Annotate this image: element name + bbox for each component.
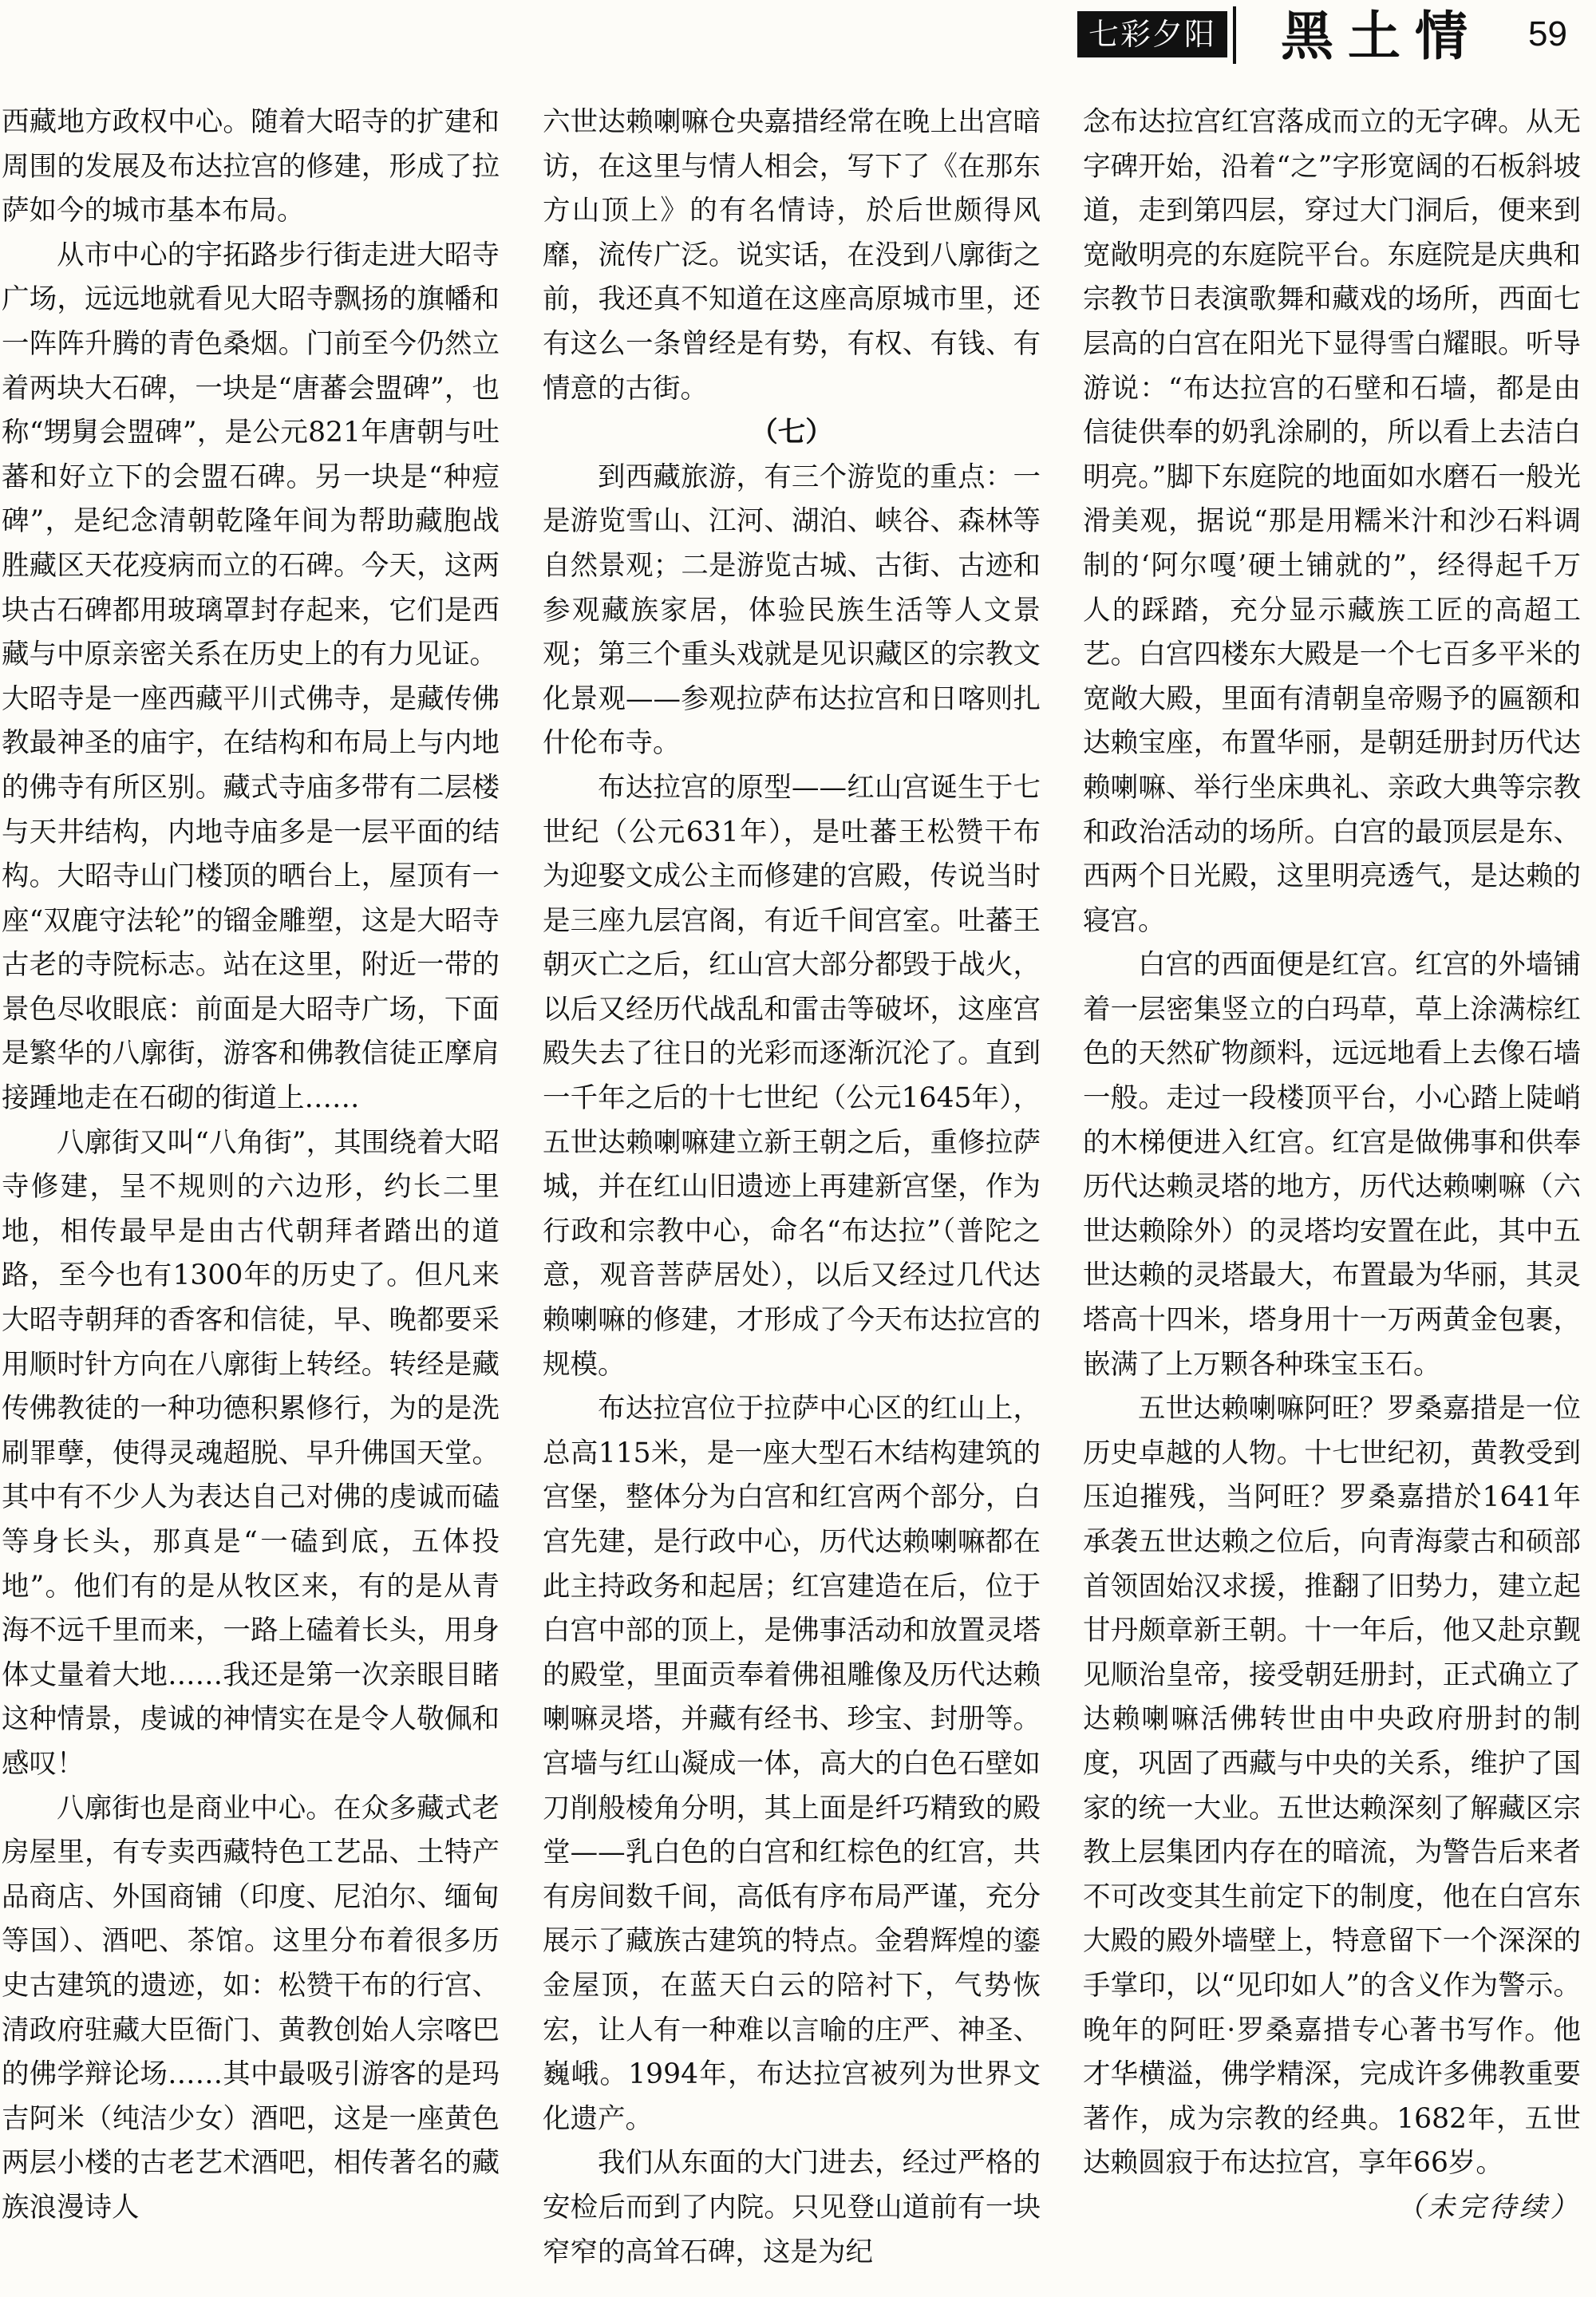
- paragraph: 从市中心的宇拓路步行街走进大昭寺广场，远远地就看见大昭寺飘扬的旗幡和一阵阵升腾的青色桑烟。门前至今仍然立着两块大石碑，一块是“唐蕃会盟碑”，也称“甥舅会盟碑”，是公元821年唐朝与吐蕃和好立下的会盟石碑。另一块是“种痘碑”，是纪念清朝乾隆年间为帮助藏胞战胜藏区天花疫病而立的石碑。今天，这两块古石碑都用玻璃罩封存起来，它们是西藏与中原亲密关系在历史上的有力见证。: [2, 239, 500, 671]
- paragraph: 念布达拉宫红宫落成而立的无字碑。从无字碑开始，沿着“之”字形宽阔的石板斜坡道，走到第四层，穿过大门洞后，便来到宽敞明亮的东庭院平台。东庭院是庆典和宗教节日表演歌舞和藏戏的场所，西面七层高的白宫在阳光下显得雪白耀眼。听导游说：“布达拉宫的石壁和石墙，都是由信徒供奉的奶乳涂刷的，所以看上去洁白明亮。”脚下东庭院的地面如水磨石一般光滑美观，据说“那是用糯米汁和沙石料调制的‘阿尔嘎’硬土铺就的”，经得起千万人的踩踏，充分显示藏族工匠的高超工艺。白宫四楼东大殿是一个七百多平米的宽敞大殿，里面有清朝皇帝赐予的匾额和达赖宝座，布置华丽，是朝廷册封历代达赖喇嘛、举行坐床典礼、亲政大典等宗教和政治活动的场所。白宫的最顶层是东、西两个日光殿，这里明亮透气，是达赖的寝宫。: [1083, 106, 1581, 937]
- text-column-3: [1083, 101, 1581, 2287]
- page-header: [0, 0, 1596, 80]
- paragraph: 布达拉宫的原型——红山宫诞生于七世纪（公元631年），是吐蕃王松赞干布为迎娶文成公主而修建的宫殿，传说当时是三座九层宫阁，有近千间宫室。吐蕃王朝灭亡之后，红山宫大部分都毁于战火，以后又经历代战乱和雷击等破坏，这座宫殿失去了往日的光彩而逐渐沉沦了。直到一千年之后的十七世纪（公元1645年），五世达赖喇嘛建立新王朝之后，重修拉萨城，并在红山旧遗迹上再建新宫堡，作为行政和宗教中心，命名“布达拉”（普陀之意，观音菩萨居处），以后又经过几代达赖喇嘛的修建，才形成了今天布达拉宫的规模。: [543, 771, 1041, 1381]
- paragraph: 大昭寺是一座西藏平川式佛寺，是藏传佛教最神圣的庙宇，在结构和布局上与内地的佛寺有所区别。藏式寺庙多带有二层楼与天井结构，内地寺庙多是一层平面的结构。大昭寺山门楼顶的晒台上，屋顶有一座“双鹿守法轮”的镏金雕塑，这是大昭寺古老的寺院标志。站在这里，附近一带的景色尽收眼底：前面是大昭寺广场，下面是繁华的八廓街，游客和佛教信徒正摩肩接踵地走在石砌的街道上……: [2, 682, 500, 1115]
- paragraph: 八廓街也是商业中心。在众多藏式老房屋里，有专卖西藏特色工艺品、土特产品商店、外国商铺（印度、尼泊尔、缅甸等国）、酒吧、茶馆。这里分布着很多历史古建筑的遗迹，如：松赞干布的行宫、清政府驻藏大臣衙门、黄教创始人宗喀巴的佛学辩论场……其中最吸引游客的是玛吉阿米（纯洁少女）酒吧，这是一座黄色两层小楼的古老艺术酒吧，相传著名的藏族浪漫诗人: [2, 1792, 500, 2224]
- to-be-continued-note: （未完待续）: [1396, 2191, 1581, 2224]
- paragraph: 布达拉宫位于拉萨中心区的红山上，总高115米，是一座大型石木结构建筑的宫堡，整体分为白宫和红宫两个部分，白宫先建，是行政中心，历代达赖喇嘛都在此主持政务和起居；红宫建造在后，位于白宫中部的顶上，是佛事活动和放置灵塔的殿堂，里面贡奉着佛祖雕像及历代达赖喇嘛灵塔，并藏有经书、珍宝、封册等。宫墙与红山凝成一体，高大的白色石壁如刀削般棱角分明，其上面是纤巧精致的殿堂——乳白色的白宫和红棕色的红宫，共有房间数千间，高低有序布局严谨，充分展示了藏族古建筑的特点。金碧辉煌的鎏金屋顶，在蓝天白云的陪衬下，气势恢宏，让人有一种难以言喻的庄严、神圣、巍峨。1994年，布达拉宫被列为世界文化遗产。: [543, 1393, 1041, 2135]
- paragraph: 五世达赖喇嘛阿旺？罗桑嘉措是一位历史卓越的人物。十七世纪初，黄教受到压迫摧残，当阿旺？罗桑嘉措於1641年承袭五世达赖之位后，向青海蒙古和硕部首领固始汉求援，推翻了旧势力，建立起甘丹颇章新王朝。十一年后，他又赴京觐见顺治皇帝，接受朝廷册封，正式确立了达赖喇嘛活佛转世由中央政府册封的制度，巩固了西藏与中央的关系，维护了国家的统一大业。五世达赖深刻了解藏区宗教上层集团内存在的暗流，为警告后来者不可改变其生前定下的制度，他在白宫东大殿的殿外墙壁上，特意留下一个深深的手掌印，以“见印如人”的含义作为警示。晚年的阿旺·罗桑嘉措专心著书写作。他才华横溢，佛学精深，完成许多佛教重要著作，成为宗教的经典。1682年，五世达赖圆寂于布达拉宫，享年66岁。 （未完待续）: [1083, 1387, 1581, 2186]
- text-column-1: [2, 101, 500, 2287]
- text-column-2: [543, 101, 1041, 2287]
- magazine-title: 黑土情: [1281, 5, 1482, 67]
- paragraph: 我们从东面的大门进去，经过严格的安检后而到了内院。只见登山道前有一块窄窄的高耸石碑，这是为纪: [543, 2147, 1041, 2268]
- page-number: 59: [1528, 14, 1567, 53]
- paragraph: 六世达赖喇嘛仓央嘉措经常在晚上出宫暗访，在这里与情人相会，写下了《在那东方山顶上》的有名情诗，於后世颇得风靡，流传广泛。说实话，在没到八廓街之前，我还真不知道在这座高原城市里，还有这么一条曾经是有势，有权、有钱、有情意的古街。: [543, 106, 1041, 405]
- paragraph: 白宫的西面便是红宫。红宫的外墙铺着一层密集竖立的白玛草，草上涂满棕红色的天然矿物颜料，远远地看上去像石墙一般。走过一段楼顶平台，小心踏上陡峭的木梯便进入红宫。红宫是做佛事和供奉历代达赖灵塔的地方，历代达赖喇嘛（六世达赖除外）的灵塔均安置在此，其中五世达赖的灵塔最大，布置最为华丽，其灵塔高十四米，塔身用十一万两黄金包裹，嵌满了上万颗各种珠宝玉石。: [1083, 949, 1581, 1381]
- paragraph: 到西藏旅游，有三个游览的重点：一是游览雪山、江河、湖泊、峡谷、森林等自然景观；二是游览古城、古街、古迹和参观藏族家居，体验民族生活等人文景观；第三个重头戏就是见识藏区的宗教文化景观——参观拉萨布达拉宫和日喀则扎什伦布寺。: [543, 461, 1041, 760]
- section-tag: 七彩夕阳: [1077, 11, 1227, 57]
- header-divider: [1233, 6, 1236, 64]
- paragraph: 西藏地方政权中心。随着大昭寺的扩建和周围的发展及布达拉宫的修建，形成了拉萨如今的城市基本布局。: [2, 106, 500, 227]
- paragraph: 八廓街又叫“八角街”，其围绕着大昭寺修建，呈不规则的六边形，约长二里地，相传最早是由古代朝拜者踏出的道路，至今也有1300年的历史了。但凡来大昭寺朝拜的香客和信徒，早、晚都要采用顺时针方向在八廓街上转经。转经是藏传佛教徒的一种功德积累修行，为的是洗刷罪孽，使得灵魂超脱、早升佛国天堂。其中有不少人为表达自己对佛的虔诚而磕等身长头，那真是“一磕到底，五体投地”。他们有的是从牧区来，有的是从青海不远千里而来，一路上磕着长头，用身体丈量着大地……我还是第一次亲眼目睹这种情景，虔诚的神情实在是令人敬佩和感叹！: [2, 1126, 500, 1780]
- section-heading: （七）: [750, 417, 833, 449]
